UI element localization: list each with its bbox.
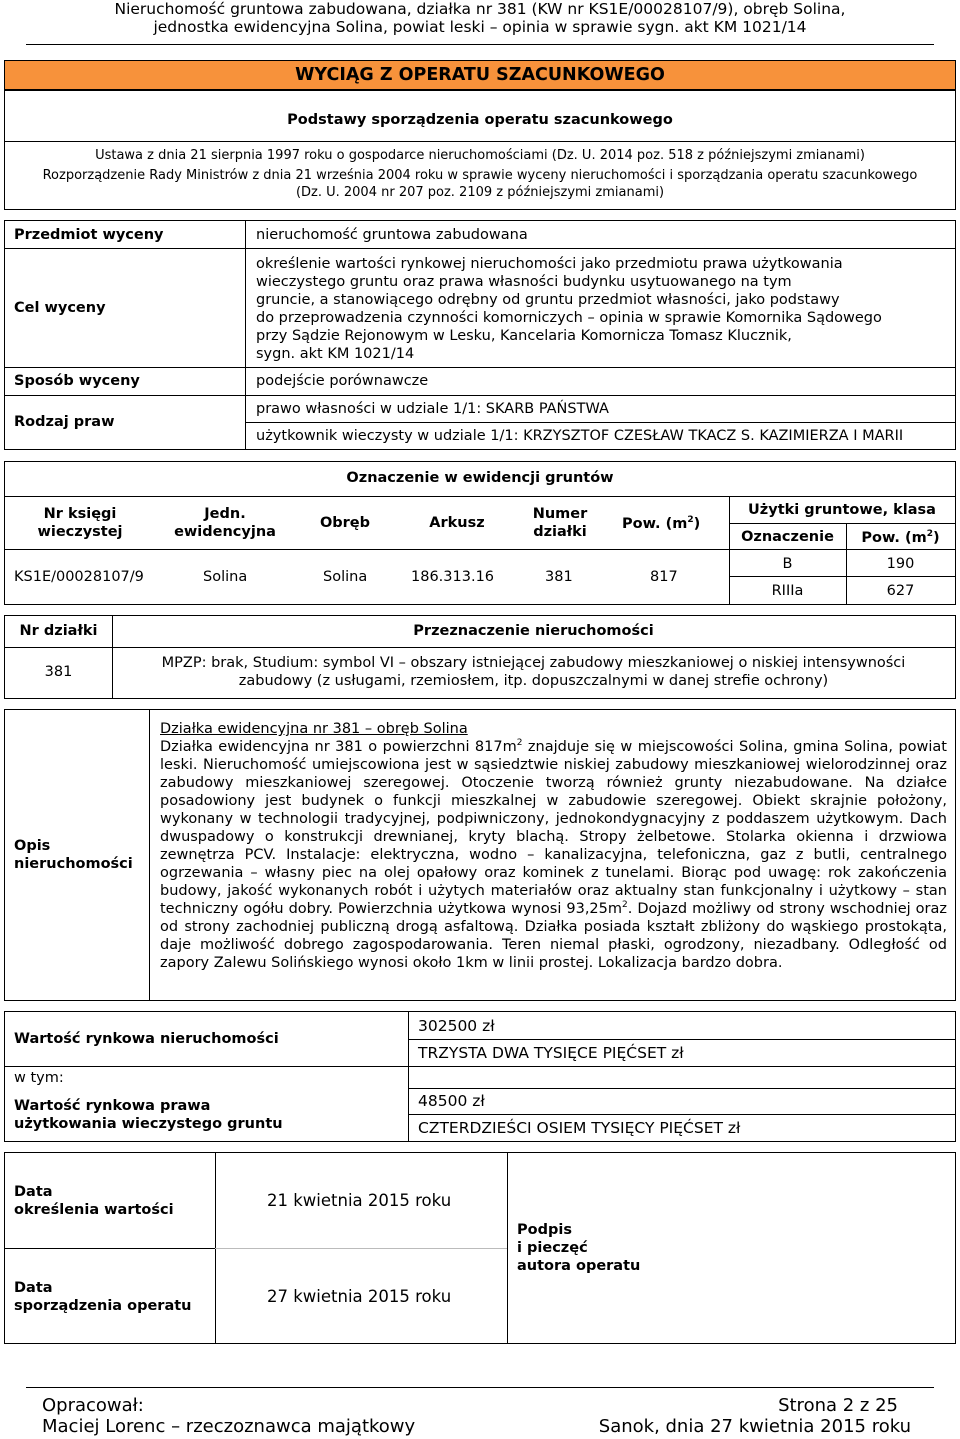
value-table [4,1011,956,1142]
purpose-nr: 381 [44,664,73,680]
land-value-label: Wartość rynkowa prawa użytkowania wieczystego gruntu [14,1098,283,1132]
przedmiot-value: nieruchomość gruntowa zabudowana [256,227,528,243]
col-kw: Nr księgi wieczystej [37,506,123,540]
uzytek-2-pow: 627 [886,583,915,599]
rodzaj-value-2: użytkownik wieczysty w udziale 1/1: KRZYSZTOF CZESŁAW TKACZ S. KAZIMIERZA I MARII [256,428,904,444]
col-pow2: Pow. $(m^2)$ [861,529,940,546]
row-arkusz: 186.313.16 [411,569,495,585]
value-words: TRZYSTA DWA TYSIĘCE PIĘĆSET zł [418,1044,684,1062]
basis-line-2: Rozporządzenie Rady Ministrów z dnia 21 września 2004 roku w sprawie wyceny nieruchomości i sporządzania operatu szacunkowego [42,168,918,183]
uzytek-1-pow: 190 [886,556,915,572]
header-rule [26,44,934,45]
uzytek-2-ozn: RIIIa [771,583,804,599]
value-amount: 302500 zł [418,1017,495,1035]
value-label: Wartość rynkowa nieruchomości [14,1031,279,1047]
basis-box [4,90,956,210]
sposob-label: Sposób wyceny [14,373,140,389]
header-line-2: jednostka ewidencyjna Solina, powiat leski – opinia w sprawie sygn. akt KM 1021/14 [153,18,807,36]
row-kw: KS1E/00028107/9 [14,569,144,585]
col-pow: Pow. $(m^2)$ [622,515,701,532]
row-jedn: Solina [203,569,248,585]
rodzaj-value-1: prawo własności w udziale 1/1: SKARB PAŃSTWA [256,401,609,417]
land-value-amount: 48500 zł [418,1092,485,1110]
footer-author: Maciej Lorenc – rzeczoznawca majątkowy [42,1416,416,1437]
date-sporzadzenia-label: Data sporządzenia operatu [14,1280,192,1314]
przedmiot-label: Przedmiot wyceny [14,227,164,243]
footer-page: Strona 2 z 25 [778,1395,898,1416]
description-body: Działka ewidencyjna nr 381 o powierzchni $817m^2$ znajduje się w miejscowości Solina, gmina Solina, powiat leski. Nieruchomość umiejscowiona jest w sąsiedztwie niskiej zabudowy mieszkaniowej wielorodzinnej oraz zabudowy mieszkaniowej szeregowej. Otoczenie tworzą również grunty niezabudowane. Na działce posadowiony jest budynek o funkcji mieszkalnej w zabudowie szeregowej. Obiekt skrajnie położony, wykonany w technologii tradycyjnej, podpiwniczony, jednokondygnacyjny z poddaszem użytkowym. Dach dwuspadowy o konstrukcji drewnianej, kryty blachą. Stropy żelbetowe. Stolarka okienna i drzwiowa zewnętrza PCV. Instalacje: elektryczna, wodno – kanalizacyjna, telefoniczna, gaz z butli, centralnego ogrzewania – własny piec na olej opałowy oraz kominek z tunelami. Biorąc pod uwagę: rok zakończenia budowy, jakość wykonanych robót i użytych materiałów oraz aktualny stan funkcjonalny i użytkowy – stan techniczny ogółu dobry. Powierzchnia użytkowa wynosi $93,25m^2$. Dojazd możliwy od strony wschodniej oraz od strony zachodniej publiczną drogą asfaltową. Działka posiada kształt zbliżony do wąskiego prostokąta, daje możliwość dobrego zagospodarowania. Teren niemal płaski, ogrodzony, niezadbany. Odległość od zapory Zalewu Solińskiego wynosi około 1km w linii prostej. Lokalizacja bardzo dobra. [160,738,947,971]
signature-label: Podpis i pieczęć autora operatu [517,1222,641,1274]
basis-line-3: (Dz. U. 2004 nr 207 poz. 2109 z późniejszymi zmianami) [295,185,665,200]
footer-author-label: Opracował: [42,1395,144,1416]
description-subtitle: Działka ewidencyjna nr 381 – obręb Solina [160,721,468,737]
description-table [4,709,956,1001]
basis-line-1: Ustawa z dnia 21 sierpnia 1997 roku o gospodarce nieruchomościami (Dz. U. 2014 poz. 518 z późniejszymi zmianami) [95,148,865,163]
col-numer: Numer działki [532,506,588,540]
col-oznaczenie: Oznaczenie [741,529,834,545]
document-title: WYCIĄG Z OPERATU SZACUNKOWEGO [4,60,956,90]
land-value-words: CZTERDZIEŚCI OSIEM TYSIĘCY PIĘĆSET zł [418,1119,741,1137]
row-obreb: Solina [323,569,368,585]
col-obreb: Obręb [319,515,371,531]
header-line-1: Nieruchomość gruntowa zabudowana, działka nr 381 (KW nr KS1E/00028107/9), obręb Solina, [114,0,846,18]
uzytek-1-ozn: B [782,556,793,572]
row-numer: 381 [545,569,573,585]
footer-place-date: Sanok, dnia 27 kwietnia 2015 roku [598,1416,911,1437]
row-pow: 817 [650,569,678,585]
subject-table [4,220,956,450]
date-sporzadzenia-value: 27 kwietnia 2015 roku [267,1287,452,1306]
purpose-col-nr: Nr działki [19,623,98,639]
value-wtym: w tym: [14,1070,64,1086]
rodzaj-label: Rodzaj praw [14,414,115,430]
basis-heading: Podstawy sporządzenia operatu szacunkowego [287,112,673,128]
date-okreslenia-value: 21 kwietnia 2015 roku [267,1191,452,1210]
purpose-col-przeznaczenie: Przeznaczenie nieruchomości [413,623,654,639]
date-okreslenia-label: Data określenia wartości [14,1184,174,1218]
cel-value: określenie wartości rynkowej nieruchomości jako przedmiotu prawa użytkowania wieczystego gruntu oraz prawa własności budynku usytuowanego na tym gruncie, a stanowiącego odrębny od gruntu przedmiot własności, jako podstawy do przeprowadzenia czynności komorniczych – opinia w sprawie Komornika Sądowego przy Sądzie Rejonowym w Lesku, Kancelaria Komornicza Tomasz Klucznik, sygn. akt KM 1021/14 [256,256,882,362]
registry-table [4,461,956,605]
sposob-value: podejście porównawcze [256,373,429,389]
footer-rule [26,1387,934,1388]
purpose-value: MPZP: brak, Studium: symbol VI – obszary istniejącej zabudowy mieszkaniowej o niskiej intensywności zabudowy (z usługami, rzemiosłem, itp. dopuszczalnymi w danej strefie ochrony) [161,655,906,689]
col-uzytki: Użytki gruntowe, klasa [748,502,936,518]
dates-table [4,1152,956,1344]
description-text [160,720,947,972]
col-jedn: Jedn. ewidencyjna [174,506,276,540]
registry-heading: Oznaczenie w ewidencji gruntów [346,470,614,486]
description-label: Opis nieruchomości [14,838,133,872]
basis-divider [5,141,955,142]
purpose-table [4,615,956,699]
col-arkusz: Arkusz [429,515,485,531]
cel-label: Cel wyceny [14,300,106,316]
